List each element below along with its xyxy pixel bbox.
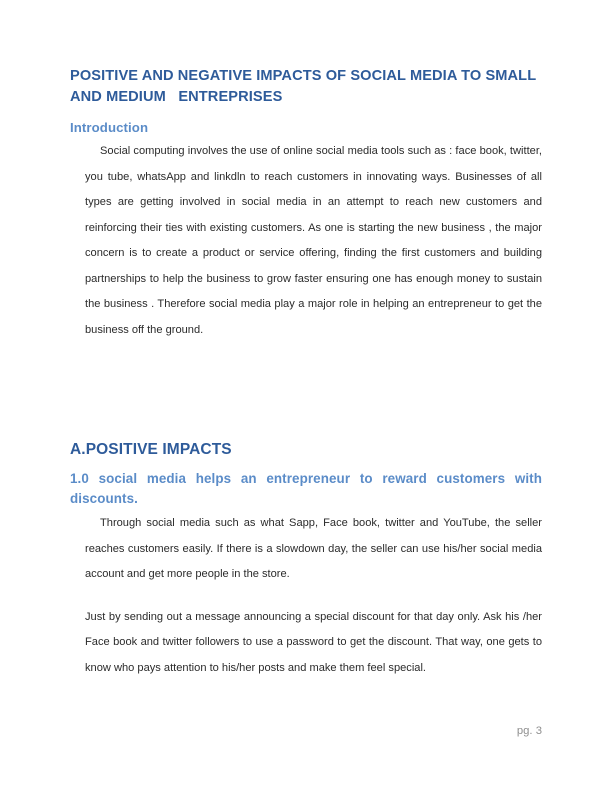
subsection-1-paragraph-2: Just by sending out a message announcing a special discount for that day only. Ask his /her Face book and twitter followers to use a password to get the discount. That way, one gets to know who pays attention to his/her posts and make them feel special. (85, 610, 542, 674)
page-number-footer: pg. 3 (516, 725, 542, 737)
introduction-body (70, 139, 542, 343)
introduction-heading: Introduction (70, 120, 149, 135)
introduction-paragraph: Social computing involves the use of online social media tools such as : face book, twitter, you tube, whatsApp and linkdln to reach customers in innovating ways. Businesses of all types are getting involved in social media in an attempt to reach new customers and reinforcing their ties with existing customers. As one is starting the new business , the major concern is to create a product or service offering, finding the first customers and building partnerships to help the business to grow faster ensuring one has enough money to sustain the business . Therefore social media play a major role in helping an entrepreneur to get the business off the ground. (85, 145, 542, 336)
page-title: POSITIVE AND NEGATIVE IMPACTS OF SOCIAL MEDIA TO SMALL AND MEDIUM ENTREPRISES (70, 68, 540, 105)
positive-impacts-heading: A.POSITIVE IMPACTS (70, 441, 232, 458)
subsection-1-body (70, 511, 542, 681)
section-spacer (70, 343, 542, 439)
subsection-1-paragraph-1: Through social media such as what Sapp, Face book, twitter and YouTube, the seller reaches customers easily. If there is a slowdown day, the seller can use his/her social media account and get more people in the store. (85, 517, 542, 580)
subsection-1-heading: 1.0 social media helps an entrepreneur to reward customers with discounts. (70, 471, 542, 506)
document-content (70, 66, 542, 681)
